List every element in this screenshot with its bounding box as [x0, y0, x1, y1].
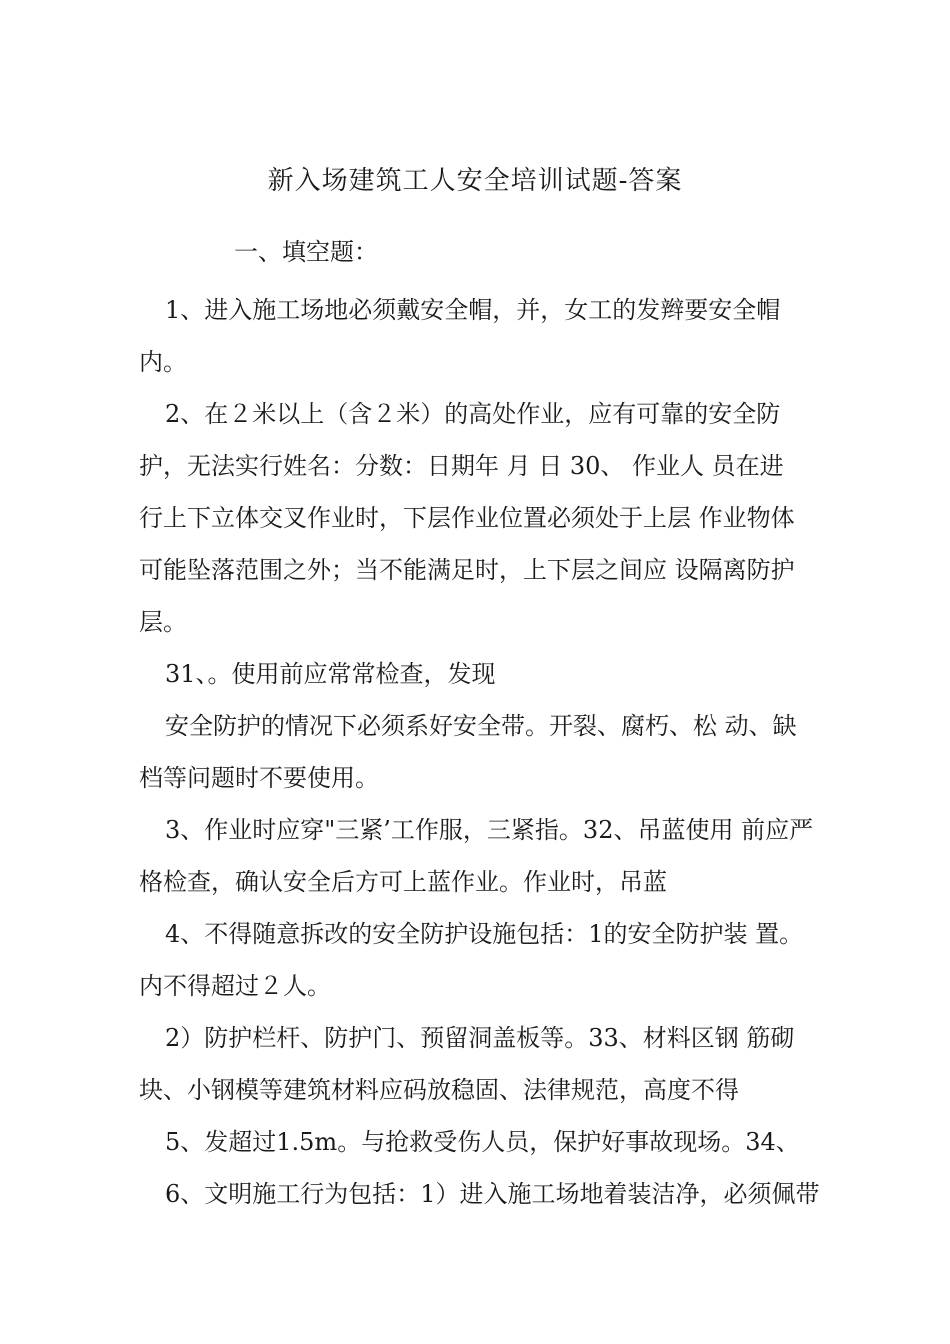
text-line: 4、不得随意拆改的安全防护设施包括：1的安全防护装 置。	[165, 920, 804, 948]
text-line: 档等问题时不要使用。	[139, 764, 379, 792]
section-heading: 一、填空题：	[234, 238, 378, 266]
text-line: 格检查，确认安全后方可上蓝作业。作业时，吊蓝	[139, 868, 667, 896]
text-line: 1、进入施工场地必须戴安全帽，并，女工的发辫要安全帽	[165, 296, 781, 324]
document-title: 新入场建筑工人安全培训试题-答案	[267, 166, 683, 196]
text-line: 层。	[139, 608, 187, 636]
text-line: 31、。使用前应常常检查，发现	[165, 660, 496, 688]
text-line: 内。	[139, 348, 187, 376]
text-line: 2）防护栏杆、防护门、预留洞盖板等。33、材料区钢 筋砌	[165, 1024, 795, 1052]
text-line: 安全防护的情况下必须系好安全带。开裂、腐朽、松 动、缺	[165, 712, 797, 740]
text-line: 内不得超过２人。	[139, 972, 331, 1000]
text-line: 2、在２米以上（含２米）的高处作业，应有可靠的安全防	[165, 400, 781, 428]
text-line: 可能坠落范围之外；当不能满足时，上下层之间应 设隔离防护	[139, 556, 795, 584]
text-line: 行上下立体交叉作业时，下层作业位置必须处于上层 作业物体	[139, 504, 795, 532]
body-text	[139, 284, 829, 1220]
text-line: 5、发超过1.5m。与抢救受伤人员，保护好事故现场。34、	[165, 1128, 800, 1156]
text-line: 6、文明施工行为包括：1）进入施工场地着装洁净，必须佩带	[165, 1180, 820, 1208]
text-line: 护，无法实行姓名：分数：日期年 月 日 30、 作业人 员在进	[139, 452, 784, 480]
text-line: 块、小钢模等建筑材料应码放稳固、法律规范，高度不得	[139, 1076, 739, 1104]
text-line: 3、作业时应穿"三紧’工作服，三紧指。32、吊蓝使用 前应严	[165, 816, 814, 844]
